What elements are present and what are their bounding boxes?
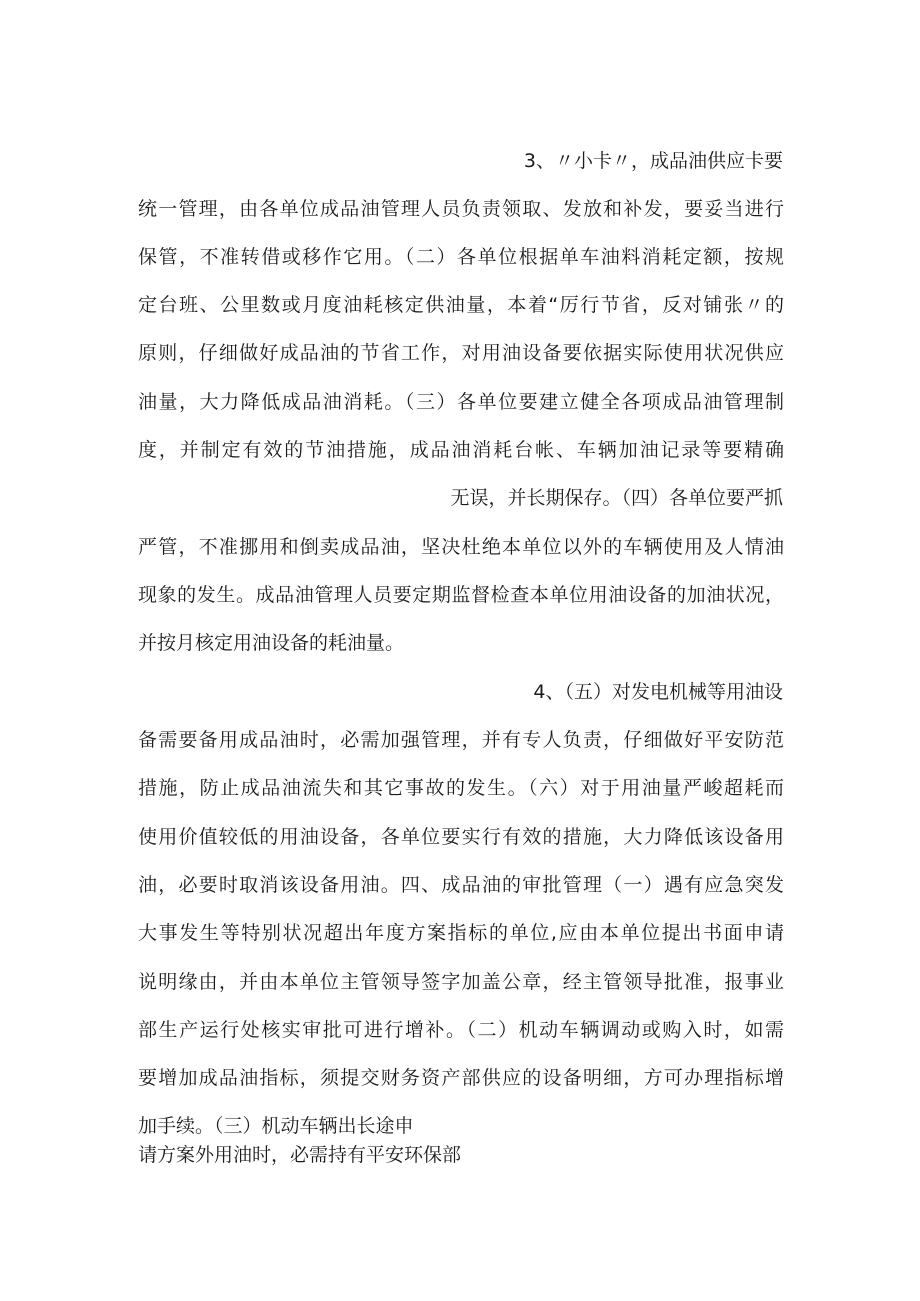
text-line: 定台班、公里数或月度油耗核定供油量，本着“厉行节省，反对铺张〃的	[138, 294, 784, 316]
text-line: 油，必要时取消该设备用油。四、成品油的审批管理（一）遇有应急突发	[138, 874, 784, 896]
text-line: 原则，仔细做好成品油的节省工作，对用油设备要依据实际使用状况供应	[138, 342, 784, 364]
text-line: 备需要备用成品油时，必需加强管理，并有专人负责，仔细做好平安防范	[138, 729, 784, 751]
text-line: 3、〃小卡〃，成品油供应卡要	[523, 150, 783, 172]
text-line: 无误，并长期保存。（四）各单位要严抓	[450, 487, 783, 509]
text-line: 统一管理，由各单位成品油管理人员负责领取、发放和补发，要妥当进行	[138, 198, 784, 220]
text-line: 并按月核定用油设备的耗油量。	[138, 632, 405, 654]
text-line: 4、（五）对发电机械等用油设	[533, 681, 783, 703]
text-line: 保管，不准转借或移作它用。（二）各单位根据单车油料消耗定额，按规	[138, 246, 784, 268]
text-line: 严管，不准挪用和倒卖成品油，坚决杜绝本单位以外的车辆使用及人情油	[138, 536, 784, 558]
text-line: 使用价值较低的用油设备，各单位要实行有效的措施，大力降低该设备用	[138, 826, 784, 848]
text-line: 大事发生等特别状况超出年度方案指标的单位,应由本单位提出书面申请	[138, 922, 784, 944]
text-line: 度，并制定有效的节油措施，成品油消耗台帐、车辆加油记录等要精确	[138, 439, 784, 461]
text-line: 油量，大力降低成品油消耗。（三）各单位要建立健全各项成品油管理制	[138, 391, 784, 413]
text-line: 说明缘由，并由本单位主管领导签字加盖公章，经主管领导批准，报事业	[138, 971, 784, 993]
text-line: 措施，防止成品油流失和其它事故的发生。（六）对于用油量严峻超耗而	[138, 777, 784, 799]
text-line: 请方案外用油时，必需持有平安环保部	[138, 1144, 462, 1166]
text-line: 现象的发生。成品油管理人员要定期监督检查本单位用油设备的加油状况，	[138, 584, 784, 606]
text-line: 要增加成品油指标，须提交财务资产部供应的设备明细，方可办理指标增	[138, 1067, 784, 1089]
text-line: 部生产运行处核实审批可进行增补。（二）机动车辆调动或购入时，如需	[138, 1019, 784, 1041]
text-line: 加手续。（三）机动车辆出长途申	[138, 1115, 414, 1137]
